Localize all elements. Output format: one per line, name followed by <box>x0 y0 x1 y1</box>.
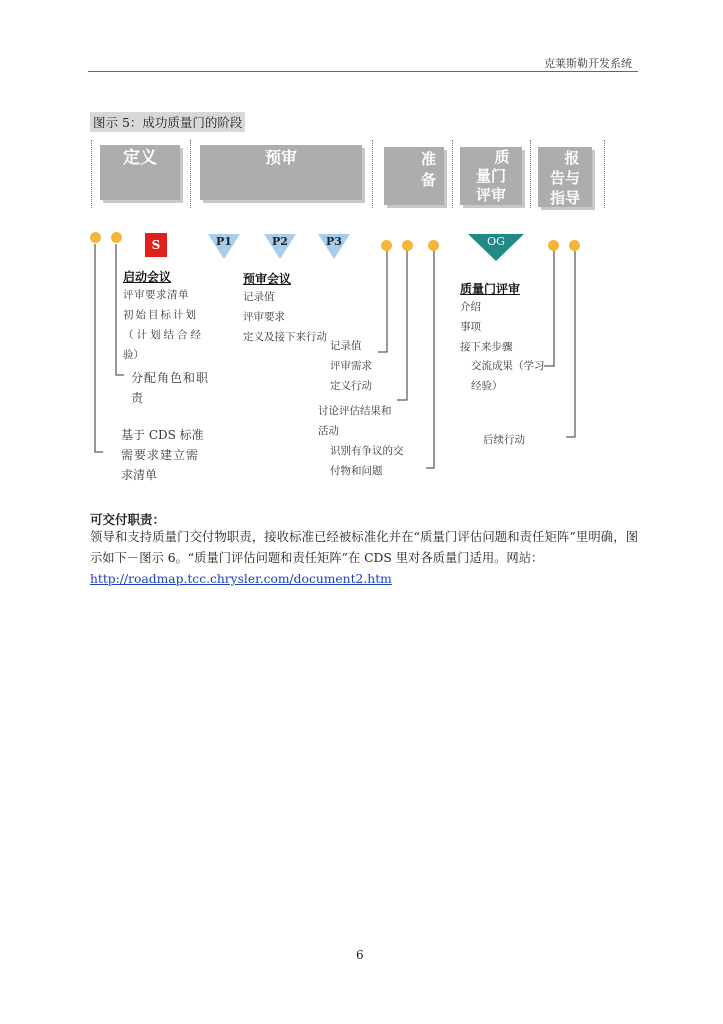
prereview-meeting-title: 预审会议 <box>243 272 292 286</box>
deliverables-title: 可交付职责： <box>90 512 166 527</box>
prereview-meeting-line: 评审要求 <box>243 311 285 323</box>
milestone-p3-label: P3 <box>326 235 342 248</box>
phase-prepare-line: 准 <box>420 150 436 168</box>
kickoff-line: （计划结合经 <box>123 329 204 341</box>
identify-block <box>330 441 404 481</box>
milestone-dot <box>569 240 580 251</box>
kickoff-block <box>123 268 204 365</box>
phase-qg-line: 量门 <box>475 167 506 185</box>
phase-qg-line: 评审 <box>475 186 506 204</box>
build-list-line: 求清单 <box>121 468 158 482</box>
deliverables-body <box>90 527 638 590</box>
phase-qg-line: 质 <box>494 148 510 166</box>
p3-notes-block <box>330 336 372 396</box>
exchange-block <box>471 356 545 396</box>
assign-roles-block <box>131 368 209 408</box>
kickoff-title: 启动会议 <box>123 270 172 284</box>
exchange-line: 交流成果（学习 <box>471 360 545 372</box>
page-number: 6 <box>356 948 364 962</box>
followup-text: 后续行动 <box>483 434 525 446</box>
p3-notes-line: 评审需求 <box>330 360 372 372</box>
discuss-line: 活动 <box>318 425 339 437</box>
prereview-meeting-line: 定义及接下来行动 <box>243 331 327 343</box>
milestone-p2-label: P2 <box>272 235 288 248</box>
qg-meeting-block <box>460 280 520 357</box>
assign-roles-line: 责 <box>131 391 144 405</box>
phase-prereview-label: 预审 <box>264 148 297 167</box>
phase-prepare-line: 备 <box>420 171 436 189</box>
kickoff-line: 初始目标计划 <box>123 309 198 321</box>
connector-line <box>566 250 575 437</box>
milestone-dot <box>111 232 122 243</box>
phase-report-line: 报 <box>564 149 580 167</box>
discuss-block <box>318 401 392 441</box>
build-list-block <box>121 425 204 485</box>
exchange-line: 经验） <box>471 380 503 392</box>
milestone-p1-label: P1 <box>216 235 232 248</box>
milestone-s: S <box>145 233 167 257</box>
deliverables-link[interactable]: http://roadmap.tcc.chrysler.com/document2.htm <box>90 572 392 586</box>
prereview-meeting-line: 记录值 <box>243 291 275 303</box>
kickoff-line: 验） <box>123 349 144 361</box>
connector-line <box>544 250 554 366</box>
prereview-meeting-block <box>243 270 327 347</box>
milestone-dot <box>402 240 413 251</box>
p3-notes-line: 记录值 <box>330 340 362 352</box>
assign-roles-line: 分配角色和职 <box>131 371 210 385</box>
deliverables-text: 领导和支持质量门交付物职责，接收标准已经被标准化并在“质量门评估问题和责任矩阵”里明确，图示如下－图示 6。“质量门评估问题和责任矩阵”在 CDS 里对各质量门适用。网站： <box>90 530 638 565</box>
milestone-dot <box>428 240 439 251</box>
milestone-og-label: OG <box>487 235 505 248</box>
milestone-dot <box>381 240 392 251</box>
qg-meeting-title: 质量门评审 <box>460 282 521 296</box>
qg-meeting-line: 事项 <box>460 321 481 333</box>
connector-line <box>426 250 434 468</box>
identify-line: 识别有争议的交 <box>330 445 404 457</box>
discuss-line: 讨论评估结果和 <box>318 405 392 417</box>
build-list-line: 基于 CDS 标准 <box>121 428 204 442</box>
phase-report-line: 告与 <box>549 169 580 187</box>
qg-meeting-line: 接下来步骤 <box>460 341 513 353</box>
milestone-dot <box>90 232 101 243</box>
kickoff-line: 评审要求清单 <box>123 289 189 301</box>
identify-line: 付物和问题 <box>330 465 383 477</box>
p3-notes-line: 定义行动 <box>330 380 372 392</box>
milestone-dot <box>548 240 559 251</box>
figure-caption: 图示 5：成功质量门的阶段 <box>90 112 245 132</box>
connector-line <box>95 244 103 452</box>
running-header: 克莱斯勒开发系统 <box>544 57 632 70</box>
connector-line <box>397 250 407 400</box>
phase-define-label: 定义 <box>123 148 157 168</box>
qg-meeting-line: 介绍 <box>460 301 481 313</box>
build-list-line: 需要求建立需 <box>121 448 200 462</box>
connector-line <box>378 250 387 352</box>
phase-report-line: 指导 <box>549 189 580 207</box>
